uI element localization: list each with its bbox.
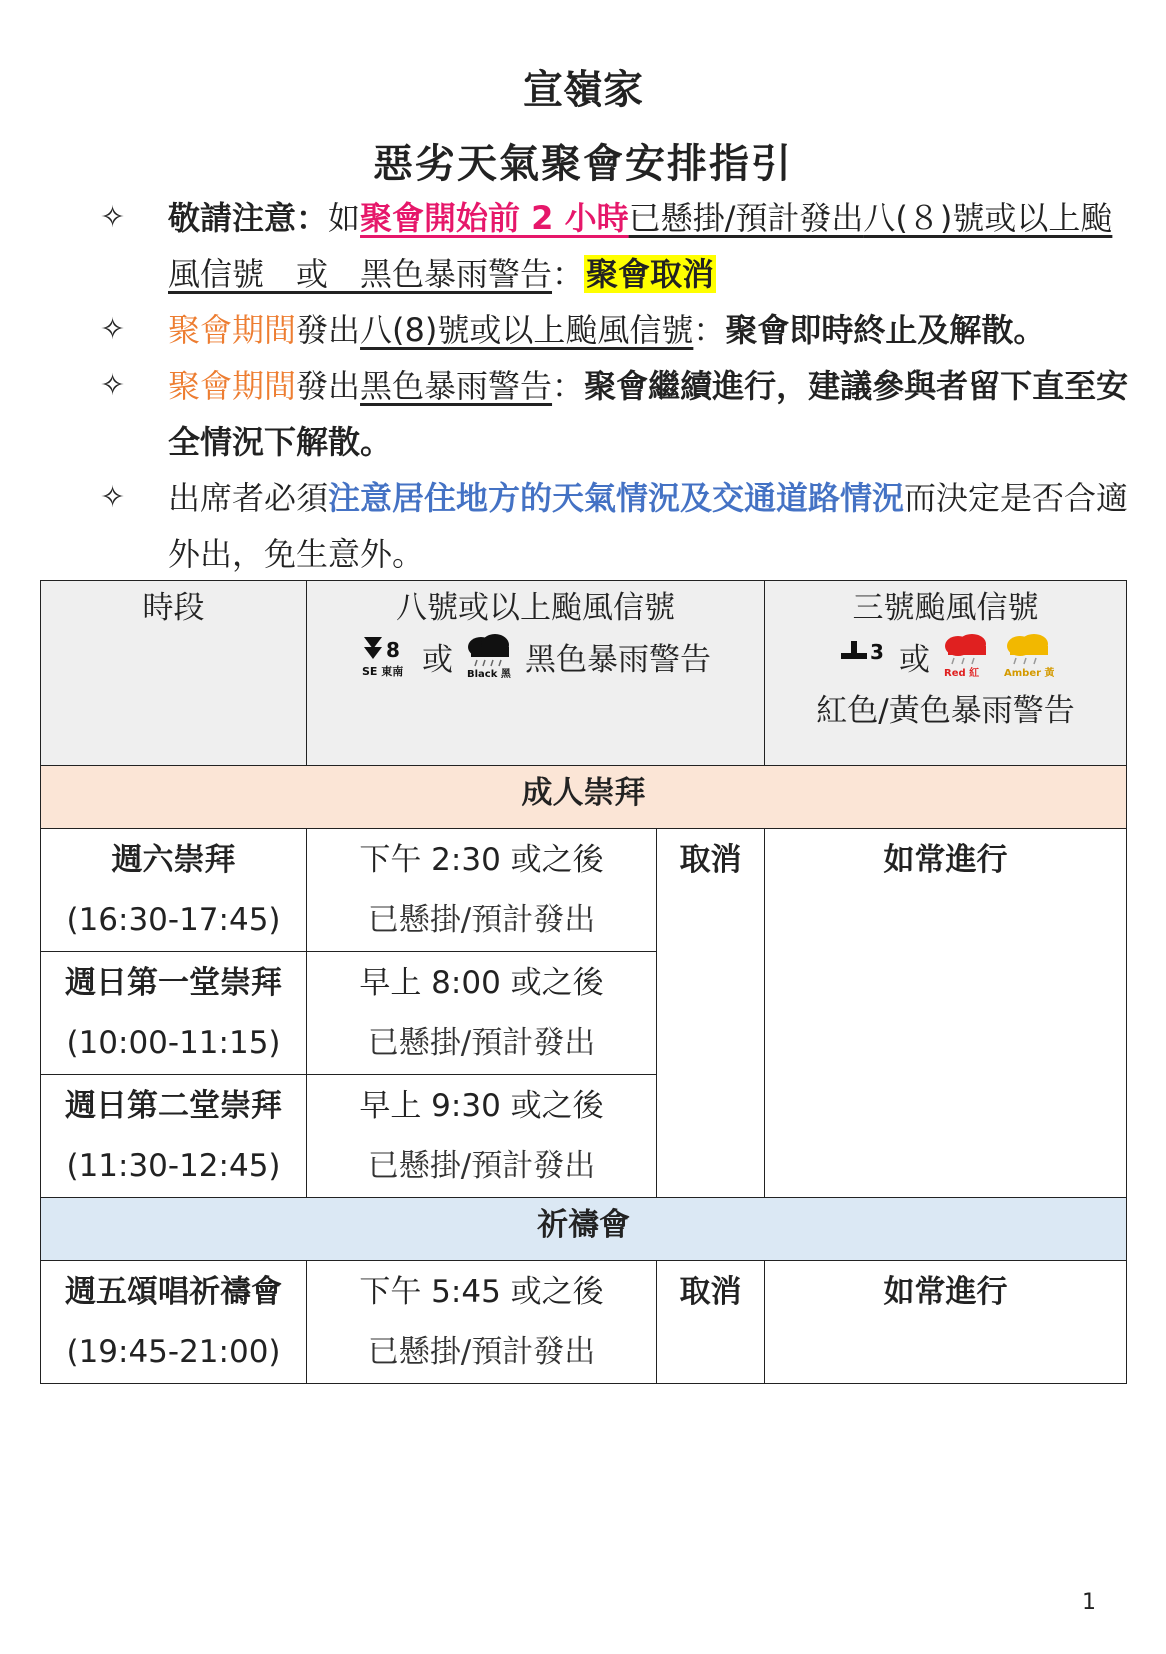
typhoon8-icons	[308, 633, 763, 679]
typhoon-signal-8-icon	[360, 633, 412, 679]
action-proceed: 如常進行	[765, 829, 1127, 1198]
service-title: 週六崇拜	[111, 842, 236, 878]
typhoon-signal-3-icon	[837, 633, 889, 679]
svg-text:Amber 黃: Amber 黃	[1004, 668, 1054, 679]
notice-text: 出席者必須	[168, 479, 329, 517]
black-rainstorm-label: 黑色暴雨警告	[525, 641, 711, 678]
action-proceed: 如常進行	[765, 1261, 1127, 1384]
page-title: 惡劣天氣聚會安排指引	[373, 141, 793, 187]
or-label: 或	[422, 641, 453, 678]
section-title: 祈禱會	[41, 1198, 1127, 1261]
period-cell	[41, 829, 307, 952]
notice-condition: 八(８)號或以上颱風信號 或 黑色暴雨警告	[168, 199, 1113, 293]
typhoon8-header	[307, 581, 765, 766]
deadline: 下午 5:45 或之後	[359, 1274, 604, 1310]
period-cell	[41, 1075, 307, 1198]
notice-text: 如	[328, 199, 361, 237]
service-time: (19:45-21:00)	[66, 1334, 281, 1370]
period-cell	[41, 1261, 307, 1384]
sparkle-bullet-icon: ✧	[100, 480, 126, 515]
service-title: 週五頌唱祈禱會	[65, 1274, 282, 1310]
notice-emphasis: 聚會開始前 2 小時	[360, 199, 629, 237]
sparkle-bullet-icon: ✧	[100, 368, 126, 403]
or-label: 或	[899, 641, 930, 678]
page-number: 1	[1082, 1590, 1096, 1615]
table-row	[41, 829, 1127, 952]
signal-status: 已懸掛/預計發出	[367, 1025, 596, 1061]
service-title: 週日第二堂崇拜	[65, 1088, 282, 1124]
typhoon3-header-label: 三號颱風信號	[852, 590, 1039, 626]
table-header-row	[41, 581, 1127, 766]
service-time: (16:30-17:45)	[66, 902, 281, 938]
svg-text:SE 東南: SE 東南	[362, 665, 404, 678]
notice-item	[100, 302, 1130, 358]
typhoon3-header	[765, 581, 1127, 766]
black-rainstorm-icon	[463, 633, 515, 679]
notice-text: 已懸掛/預計發出	[628, 199, 864, 237]
deadline: 早上 8:00 或之後	[359, 965, 604, 1001]
svg-text:8: 8	[386, 638, 400, 662]
service-title: 週日第一堂崇拜	[65, 965, 282, 1001]
action-cancel: 取消	[657, 829, 765, 1198]
signal-status: 已懸掛/預計發出	[367, 1334, 596, 1370]
church-name: 宣嶺家	[523, 67, 643, 113]
signal-status: 已懸掛/預計發出	[367, 1148, 596, 1184]
svg-text:3: 3	[870, 640, 884, 664]
notice-result: 聚會即時終止及解散。	[725, 311, 1046, 349]
deadline: 早上 9:30 或之後	[359, 1088, 604, 1124]
notice-result: 聚會繼續進行，建議參與者留下直至安全情況下解散。	[168, 367, 1129, 461]
deadline-cell	[307, 1075, 657, 1198]
notice-lead: 聚會期間	[168, 367, 297, 405]
notice-lead: 聚會期間	[168, 311, 297, 349]
svg-text:Red 紅: Red 紅	[944, 668, 980, 679]
notice-text: 發出	[296, 311, 361, 349]
notice-text: ：	[693, 311, 726, 349]
section-row-prayer-meeting	[41, 1198, 1127, 1261]
typhoon3-icons	[766, 633, 1125, 679]
notice-result-highlight: 聚會取消	[586, 255, 715, 293]
deadline: 下午 2:30 或之後	[359, 842, 604, 878]
notice-text: ：	[552, 367, 585, 405]
deadline-cell	[307, 952, 657, 1075]
notice-condition: 八(8)號或以上颱風信號	[360, 311, 694, 349]
rainstorm-red-amber-label: 紅色/黃色暴雨警告	[816, 693, 1075, 729]
notice-item	[100, 470, 1130, 582]
deadline-cell	[307, 829, 657, 952]
deadline-cell	[307, 1261, 657, 1384]
notice-text: 而決定是否合適外出，免生意外。	[168, 479, 1129, 573]
typhoon8-header-label: 八號或以上颱風信號	[396, 590, 675, 626]
notice-item	[100, 358, 1130, 470]
notice-condition: 黑色暴雨警告	[360, 367, 553, 405]
service-time: (10:00-11:15)	[66, 1025, 281, 1061]
notice-item	[100, 190, 1130, 302]
section-title: 成人崇拜	[41, 766, 1127, 829]
period-cell	[41, 952, 307, 1075]
red-rainstorm-icon	[940, 633, 992, 679]
amber-rainstorm-icon	[1002, 633, 1054, 679]
notice-text: 發出	[296, 367, 361, 405]
signal-status: 已懸掛/預計發出	[367, 902, 596, 938]
action-cancel: 取消	[657, 1261, 765, 1384]
svg-text:Black 黑: Black 黑	[467, 669, 511, 679]
notice-list	[100, 190, 1130, 582]
period-header: 時段	[41, 581, 307, 766]
table-row	[41, 1261, 1127, 1384]
sparkle-bullet-icon: ✧	[100, 312, 126, 347]
arrangement-table	[40, 580, 1127, 1384]
section-row-adult-worship	[41, 766, 1127, 829]
notice-lead: 敬請注意：	[168, 199, 329, 237]
sparkle-bullet-icon: ✧	[100, 200, 126, 235]
notice-emphasis: 注意居住地方的天氣情況及交通道路情況	[328, 479, 905, 517]
notice-text: ：	[552, 255, 585, 293]
service-time: (11:30-12:45)	[66, 1148, 281, 1184]
